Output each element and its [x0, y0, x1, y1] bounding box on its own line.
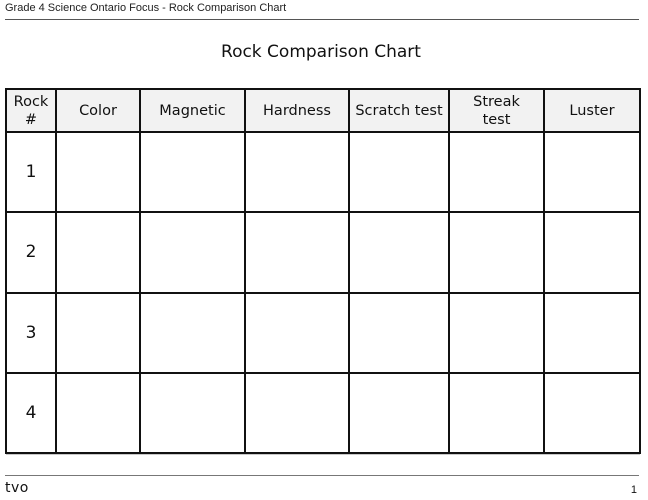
streak-test-cell[interactable]	[449, 212, 544, 292]
color-cell[interactable]	[56, 293, 140, 373]
column-header-magnetic: Magnetic	[140, 89, 245, 132]
page-number: 1	[630, 484, 637, 496]
magnetic-cell[interactable]	[140, 212, 245, 292]
luster-cell[interactable]	[544, 212, 640, 292]
table-row	[6, 293, 640, 373]
document-header: Grade 4 Science Ontario Focus - Rock Comparison Chart	[5, 2, 287, 14]
hardness-cell[interactable]	[245, 373, 349, 453]
hardness-cell[interactable]	[245, 212, 349, 292]
magnetic-cell[interactable]	[140, 293, 245, 373]
column-header-color: Color	[56, 89, 140, 132]
table-row	[6, 212, 640, 292]
column-header-scratch-test: Scratch test	[349, 89, 449, 132]
color-cell[interactable]	[56, 373, 140, 453]
magnetic-cell[interactable]	[140, 132, 245, 212]
luster-cell[interactable]	[544, 293, 640, 373]
color-cell[interactable]	[56, 212, 140, 292]
header-divider	[5, 19, 639, 20]
magnetic-cell[interactable]	[140, 373, 245, 453]
luster-cell[interactable]	[544, 132, 640, 212]
scratch-test-cell[interactable]	[349, 293, 449, 373]
column-header-streak-test: Streak test	[449, 89, 544, 132]
rock-number-cell: 1	[6, 132, 56, 212]
streak-test-cell[interactable]	[449, 293, 544, 373]
table-header-row	[6, 89, 640, 132]
streak-test-cell[interactable]	[449, 373, 544, 453]
footer-divider	[5, 475, 639, 476]
color-cell[interactable]	[56, 132, 140, 212]
scratch-test-cell[interactable]	[349, 132, 449, 212]
rock-number-cell: 3	[6, 293, 56, 373]
rock-number-cell: 4	[6, 373, 56, 453]
scratch-test-cell[interactable]	[349, 373, 449, 453]
column-header-hardness: Hardness	[245, 89, 349, 132]
hardness-cell[interactable]	[245, 132, 349, 212]
column-header-rock-number: Rock #	[6, 89, 56, 132]
table-row	[6, 373, 640, 453]
rock-number-cell: 2	[6, 212, 56, 292]
hardness-cell[interactable]	[245, 293, 349, 373]
page-title: Rock Comparison Chart	[221, 42, 421, 62]
tvo-logo: tvo	[5, 480, 29, 496]
streak-test-cell[interactable]	[449, 132, 544, 212]
table-row	[6, 132, 640, 212]
luster-cell[interactable]	[544, 373, 640, 453]
column-header-luster: Luster	[544, 89, 640, 132]
scratch-test-cell[interactable]	[349, 212, 449, 292]
rock-comparison-table	[5, 88, 641, 454]
